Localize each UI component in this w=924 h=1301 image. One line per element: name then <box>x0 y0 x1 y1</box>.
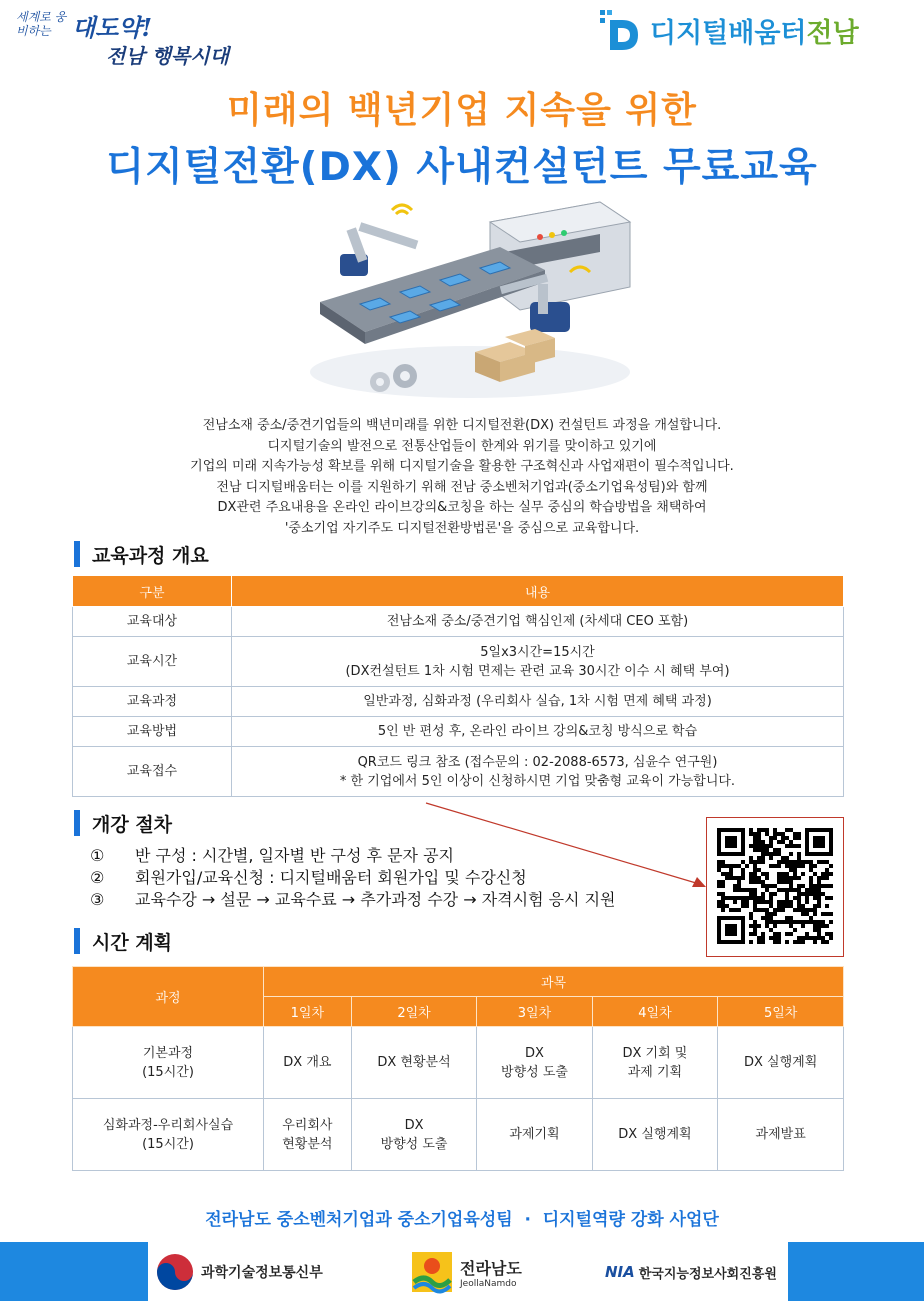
intro-line: 전남소재 중소/중견기업들의 백년미래를 위한 디지털전환(DX) 컨설턴트 과정을 개설합니다. <box>202 418 722 433</box>
row-label: 교육과정 <box>73 687 232 717</box>
overview-header-row <box>73 576 844 607</box>
slogan-logo <box>14 6 264 66</box>
schedule-heading <box>74 928 172 954</box>
intro-line: 기업의 미래 지속가능성 확보를 위해 디지털기술을 활용한 구조혁신과 사업재편이 필수적입니다. <box>190 459 734 474</box>
procedure-heading-text: 개강 절차 <box>92 813 173 836</box>
intro-text <box>60 416 864 539</box>
row-content-line1: 일반과정, 심화과정 (우리회사 실습, 1차 시험 면제 혜택 과정) <box>363 694 712 709</box>
jeollanamdo-logo-sub: JeollaNamdo <box>460 1278 517 1289</box>
jeollanamdo-logo <box>410 1250 522 1294</box>
slogan-small: 세계로 웅비하는 <box>16 10 67 38</box>
cell-line2: 현황분석 <box>282 1136 333 1152</box>
course-name <box>73 1027 264 1099</box>
schedule-cell <box>592 1027 718 1099</box>
schedule-header-row <box>73 967 844 997</box>
cell-line2: 방향성 도출 <box>380 1136 448 1152</box>
step-number: ③ <box>90 890 105 909</box>
title-line2: 디지털전환(DX) 사내컨설턴트 무료교육 <box>106 145 818 190</box>
day-header: 2일차 <box>351 997 477 1027</box>
heading-bar <box>74 928 80 954</box>
course-title: 심화과정-우리회사실습 <box>102 1117 234 1133</box>
schedule-heading-text: 시간 계획 <box>92 931 173 954</box>
qr-code-icon <box>717 828 833 944</box>
intro-line: DX관련 주요내용을 온라인 라이브강의&코칭을 하는 실무 중심의 학습방법을 채택하여 <box>217 500 707 515</box>
table-row <box>73 607 844 637</box>
nia-logo-mark: NIA <box>605 1263 635 1281</box>
intro-line: '중소기업 자기주도 디지털전환방법론'을 중심으로 교육합니다. <box>284 520 640 536</box>
jeollanamdo-emblem-icon <box>410 1250 454 1294</box>
row-label: 교육접수 <box>73 747 232 797</box>
row-content <box>232 687 844 717</box>
day-header: 4일차 <box>592 997 718 1027</box>
day-header: 1일차 <box>264 997 352 1027</box>
arrow-to-qr-icon <box>420 795 720 895</box>
schedule-cell <box>718 1027 844 1099</box>
cell-line1: DX 개요 <box>283 1055 332 1070</box>
schedule-table <box>72 966 844 1171</box>
day-header: 3일차 <box>477 997 592 1027</box>
row-content <box>232 747 844 797</box>
cell-line1: DX 실행계획 <box>743 1055 818 1070</box>
row-content <box>232 717 844 747</box>
overview-heading-text: 교육과정 개요 <box>92 544 209 567</box>
row-label: 교육방법 <box>73 717 232 747</box>
schedule-cell <box>264 1027 352 1099</box>
factory-automation-illustration <box>300 192 640 404</box>
step-text: 반 구성 : 시간별, 일자별 반 구성 후 문자 공지 <box>135 846 455 865</box>
schedule-cell <box>264 1099 352 1171</box>
cell-line1: 과제기획 <box>509 1127 560 1142</box>
title-line1: 미래의 백년기업 지속을 위한 <box>227 90 697 131</box>
brand-main: 디지털배움터 <box>650 17 807 49</box>
table-row <box>73 717 844 747</box>
row-content-line1: 5일x3시간=15시간 <box>480 644 595 660</box>
schedule-cell <box>351 1027 477 1099</box>
heading-bar <box>74 810 80 836</box>
col-subject: 과목 <box>264 967 844 997</box>
nia-logo <box>605 1250 777 1294</box>
heading-bar <box>74 541 80 567</box>
table-row <box>73 1099 844 1171</box>
row-content-line2: (DX컨설턴트 1차 시험 면제는 관련 교육 30시간 이수 시 혜택 부여) <box>345 663 730 679</box>
col-category: 구분 <box>73 576 232 607</box>
step-text: 회원가입/교육신청 : 디지털배움터 회원가입 및 수강신청 <box>135 868 527 887</box>
schedule-cell <box>477 1027 592 1099</box>
table-row <box>73 747 844 797</box>
row-content <box>232 607 844 637</box>
step-number: ② <box>90 868 105 887</box>
col-course: 과정 <box>73 967 264 1027</box>
schedule-cell <box>351 1099 477 1171</box>
slogan-big: 대도약! <box>72 13 153 42</box>
table-row <box>73 687 844 717</box>
cell-line2: 방향성 도출 <box>501 1064 568 1080</box>
intro-line: 전남 디지털배움터는 이를 지원하기 위해 전남 중소벤처기업과(중소기업육성팀)와 함께 <box>216 479 708 495</box>
cell-line1: 우리회사 <box>282 1117 333 1133</box>
organizer-line: 전라남도 중소벤처기업과 중소기업육성팀 · 디지털역량 강화 사업단 <box>205 1210 719 1230</box>
cell-line1: DX <box>525 1045 544 1061</box>
col-content: 내용 <box>232 576 844 607</box>
step-number: ① <box>90 846 105 865</box>
cell-line1: DX 실행계획 <box>618 1127 692 1142</box>
row-content <box>232 637 844 687</box>
row-content-line1: 전남소재 중소/중견기업 핵심인제 (차세대 CEO 포함) <box>386 614 689 629</box>
jeollanamdo-logo-text: 전라남도 <box>460 1258 522 1278</box>
cell-line1: DX <box>404 1117 424 1133</box>
row-label: 교육시간 <box>73 637 232 687</box>
step-text: 교육수강 → 설문 → 교육수료 → 추가과정 수강 → 자격시험 응시 지원 <box>135 890 616 909</box>
slogan-sub: 전남 행복시대 <box>106 44 229 68</box>
footer-bar <box>0 1242 924 1301</box>
day-header: 5일차 <box>718 997 844 1027</box>
msit-logo <box>155 1250 323 1294</box>
msit-logo-text: 과학기술정보통신부 <box>201 1265 323 1281</box>
row-label: 교육대상 <box>73 607 232 637</box>
course-hours: (15시간) <box>142 1064 194 1080</box>
course-name <box>73 1099 264 1171</box>
cell-line1: DX 현황분석 <box>377 1055 451 1070</box>
course-title: 기본과정 <box>142 1045 194 1061</box>
cell-line1: DX 기회 및 <box>622 1045 688 1061</box>
schedule-cell <box>718 1099 844 1171</box>
overview-heading <box>74 541 209 567</box>
schedule-cell <box>592 1099 718 1171</box>
baeumteo-logo-icon <box>598 8 642 52</box>
brand-region: 전남 <box>806 17 859 49</box>
cell-line2: 과제 기획 <box>627 1064 683 1080</box>
overview-table <box>72 575 844 797</box>
table-row <box>73 1027 844 1099</box>
taegeuk-icon <box>155 1252 195 1292</box>
intro-line: 디지털기술의 발전으로 전통산업들이 한계와 위기를 맞이하고 있기에 <box>267 438 657 454</box>
row-content-line2: * 한 기업에서 5인 이상이 신청하시면 기업 맞춤형 교육이 가능합니다. <box>339 773 736 789</box>
row-content-line1: QR코드 링크 참조 (접수문의 : 02-2088-6573, 심윤수 연구원) <box>357 754 718 770</box>
schedule-cell <box>477 1099 592 1171</box>
digital-baeumteo-logo <box>598 8 859 52</box>
qr-code[interactable] <box>706 817 844 957</box>
course-hours: (15시간) <box>142 1136 194 1152</box>
cell-line1: 과제발표 <box>755 1127 806 1142</box>
row-content-line1: 5인 반 편성 후, 온라인 라이브 강의&코칭 방식으로 학습 <box>377 724 698 739</box>
nia-logo-text: 한국지능정보사회진흥원 <box>638 1266 777 1282</box>
table-row <box>73 637 844 687</box>
procedure-heading <box>74 810 172 836</box>
